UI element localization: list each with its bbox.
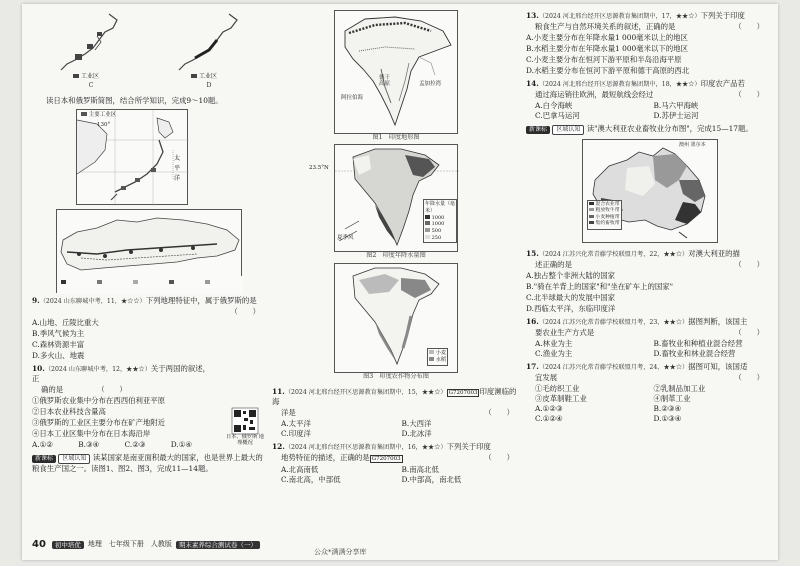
question-10 <box>32 364 212 450</box>
q16-option-a[interactable]: A.林业为主 <box>535 339 573 349</box>
q16-option-d[interactable]: D.畜牧业和林业混合经营 <box>653 349 736 359</box>
q16-paren: （ ） <box>734 328 764 338</box>
q12-num: 12. <box>272 441 285 451</box>
q17-option-c[interactable]: C.①②④ <box>535 413 563 423</box>
q9-paren: （ ） <box>230 307 260 317</box>
q16-stem-a: 据图判断，该国主 <box>688 316 748 326</box>
q11-source: （2024 河北邢台经开区思源教育集团期中，15，★★☆） <box>284 388 447 396</box>
q12-option-a[interactable]: A.北高南低 <box>281 464 319 474</box>
au-new-standard-badge: 新课标 <box>526 126 550 134</box>
q14-stem-b: 通过海运销往欧洲，最短航线会经过 <box>535 90 654 100</box>
q13-stem-a: 下列关于印度 <box>700 11 745 20</box>
q10-statement-3: ③俄罗斯的工业区主要分布在矿产地附近 <box>32 417 166 427</box>
q17-paren: （ ） <box>734 373 764 383</box>
q14-option-b[interactable]: B.马六甲海峡 <box>653 101 699 111</box>
india-rainfall-map <box>309 144 458 252</box>
q12-stem-b: 地势特征的描述，正确的是 <box>281 453 370 463</box>
q11-code: G7207003 <box>448 389 478 396</box>
q15-source: （2024 江苏兴化常青藤学校联盟月考，22，★★☆） <box>538 251 689 258</box>
q14-option-c[interactable]: C.巴拿马运河 <box>535 111 580 121</box>
q10-statement-4: ④日本工业区集中分布在日本海沿岸 <box>32 428 151 438</box>
q10-stem-a: 关于两国的叙述，正 <box>32 363 211 384</box>
question-11 <box>272 387 522 439</box>
q12-option-b[interactable]: B.南高北低 <box>401 464 439 474</box>
fig1-label-deccan: 德干高原 <box>379 75 391 88</box>
australia-agriculture-map <box>582 139 718 243</box>
fig3-caption: 图3 印度农作物分布图 <box>363 372 429 380</box>
map-d-label: D <box>206 82 212 89</box>
q10-source: （2024 山东聊城中考，12，★★☆） <box>44 365 151 373</box>
q12-source: （2024 河北邢台经开区思源教育集团期中，16，★★☆） <box>284 443 447 451</box>
russia-map <box>56 209 242 293</box>
q14-option-d[interactable]: D.苏伊士运河 <box>653 111 699 121</box>
fig2-lat: 23.5°N <box>309 165 329 172</box>
q17-option-a[interactable]: A.①②③ <box>535 404 563 414</box>
q13-option-d[interactable]: D.水稻主要分布在恒河下游平原和德干高原的西北 <box>526 65 690 75</box>
q12-option-c[interactable]: C.南北高，中部低 <box>281 474 341 484</box>
q12-paren: （ ） <box>484 453 514 463</box>
footer-note: 公众*满满分享库 <box>314 548 367 556</box>
page-footer <box>32 538 512 552</box>
japan-map <box>76 109 188 205</box>
q10-statement-2: ②日本农业科技含量高 <box>32 406 106 416</box>
qr-caption: 日本、俄罗斯 地理概况 <box>226 434 264 447</box>
q14-stem-a: 印度农产品若 <box>700 78 745 88</box>
fig2-legend: 年降水量（毫米） 1000 1000 500 250 <box>423 199 457 243</box>
q10-option-c[interactable]: C.②③ <box>124 439 146 449</box>
map-c-label: C <box>88 82 94 89</box>
fig1-caption: 图1 印度地形图 <box>372 134 420 141</box>
q16-option-c[interactable]: C.渔业为主 <box>535 349 573 359</box>
fig3-legend: 小麦 水稻 <box>427 348 448 366</box>
q13-num: 13. <box>526 11 539 20</box>
svg-text:平: 平 <box>174 164 181 172</box>
question-15 <box>526 249 772 314</box>
footer-title: 期末素养综合测试卷（一） <box>176 541 260 550</box>
q15-stem-a: 对澳大利亚的描 <box>688 249 740 258</box>
map-d <box>165 10 253 90</box>
intro-australia-text: 读"澳大利亚农业畜牧业分布图"，完成15—17题。 <box>586 123 753 133</box>
japan-maps-cd <box>32 10 268 94</box>
footer-subject: 地理 七年级下册 人教版 <box>87 540 172 549</box>
svg-text:太: 太 <box>174 154 181 162</box>
column-right <box>526 10 772 424</box>
question-17 <box>526 362 772 424</box>
q12-stem-a: 下列关于印度 <box>446 441 491 451</box>
q11-stem-b: 洋是 <box>281 408 296 418</box>
new-standard-badge: 新课标 <box>32 455 56 463</box>
q13-paren: （ ） <box>734 22 764 32</box>
map-d-legend: 工业区 <box>199 73 218 80</box>
q14-option-a[interactable]: A.白令海峡 <box>535 101 573 111</box>
q16-source: （2024 江苏兴化常青藤学校联盟月考，23，★★☆） <box>538 318 689 326</box>
q17-option-d[interactable]: D.①③④ <box>653 413 682 423</box>
q11-paren: （ ） <box>484 408 514 418</box>
intro-india <box>32 453 268 474</box>
q13-option-b[interactable]: B.水稻主要分布在年降水量1 000毫米以下的地区 <box>526 44 688 54</box>
q15-option-a[interactable]: A.独占整个非洲大陆的国家 <box>526 271 615 281</box>
region-cognition-tag: 区域认知 <box>58 454 90 464</box>
q12-option-d[interactable]: D.中部高，南北低 <box>401 474 462 484</box>
q15-option-b[interactable]: B."骑在羊背上的国家"和"坐在矿车上的国家" <box>526 282 674 292</box>
q17-statement-2: ②乳制品加工业 <box>653 384 706 394</box>
fig2-caption: 图2 印度年降水量图 <box>366 252 426 260</box>
q17-option-b[interactable]: B.②③④ <box>653 404 682 414</box>
q11-num: 11. <box>272 386 285 396</box>
qr-code[interactable] <box>226 408 264 447</box>
q10-statement-1: ①俄罗斯农业集中分布在西西伯利亚平原 <box>32 395 166 405</box>
q13-stem-b: 粮食生产与自然环境关系的叙述，正确的是 <box>535 22 676 32</box>
q10-option-d[interactable]: D.①④ <box>170 439 192 449</box>
q15-stem-b: 述正确的是 <box>535 260 572 270</box>
q13-option-a[interactable]: A.小麦主要分布在年降水量1 000毫米以上的地区 <box>526 33 688 43</box>
fig1-label-bay-of-bengal: 孟加拉湾 <box>419 81 442 87</box>
q14-source: （2024 河北邢台经开区思源教育集团期中，18，★★☆） <box>538 80 701 88</box>
q14-num: 14. <box>526 78 539 88</box>
q14-paren: （ ） <box>734 90 764 100</box>
q17-statement-4: ④制革工业 <box>653 394 691 404</box>
q17-stem-b: 宜发展 <box>535 373 558 383</box>
q9-option-d[interactable]: D.多火山、地震 <box>32 350 85 360</box>
question-12 <box>272 442 522 485</box>
q11-option-b[interactable]: B.大西洋 <box>401 419 432 429</box>
intro-australia <box>526 124 772 135</box>
q13-source: （2024 河北邢台经开区思源教育集团期中，17，★★☆） <box>538 13 701 20</box>
q16-num: 16. <box>526 316 539 326</box>
intro-japan-russia: 读日本和俄罗斯简图，结合所学知识，完成9～10题。 <box>46 96 223 105</box>
q12-code: G7207003 <box>371 456 401 463</box>
q10-option-a[interactable]: A.①② <box>32 439 53 449</box>
svg-text:洋: 洋 <box>174 174 181 182</box>
india-terrain-map <box>334 10 458 134</box>
brand-tag: 初中培优 <box>52 541 84 550</box>
fig1-label-arabian-sea: 阿拉伯海 <box>341 95 364 101</box>
column-middle <box>272 10 522 484</box>
q15-option-c[interactable]: C.北半球最大的发展中国家 <box>526 293 616 303</box>
japan-map-legend: 主要工业区 <box>81 112 116 119</box>
page-number: 40 <box>32 539 46 551</box>
q15-paren: （ ） <box>734 260 764 270</box>
q17-statement-1: ①毛纺织工业 <box>535 384 580 394</box>
q10-option-b[interactable]: B.③④ <box>78 439 100 449</box>
japan-map-lon: 130° <box>97 121 111 128</box>
q11-option-c[interactable]: C.印度洋 <box>281 429 311 439</box>
map-c <box>47 10 135 90</box>
q10-stem-b: 确的是 <box>41 385 64 395</box>
question-14 <box>526 79 772 121</box>
q9-option-c[interactable]: C.森林资源丰富 <box>32 339 85 349</box>
q10-paren: （ ） <box>97 385 127 395</box>
exam-page <box>22 4 778 560</box>
au-map-legend: 混合农业带 粗放牧牛带 小麦种植带 集约畜牧带 <box>587 200 622 230</box>
map-c-legend: 工业区 <box>81 73 100 80</box>
india-crop-map <box>334 263 458 373</box>
q13-option-c[interactable]: C.小麦主要分布在恒河下游平原和半岛沿海平原 <box>526 55 682 65</box>
q11-stem-a: 印度濒临的海 <box>272 386 517 407</box>
intro-india-text: 读某国家是南亚面积最大的国家，也是世界上最大的粮食生产国之一。读图1、图2、图3，完成11—14题。 <box>32 452 263 473</box>
q16-option-b[interactable]: B.畜牧业和种植业混合经营 <box>653 339 743 349</box>
q16-stem-b: 要农业生产方式是 <box>535 328 595 338</box>
q15-num: 15. <box>526 249 539 258</box>
q11-option-d[interactable]: D.北冰洋 <box>401 429 432 439</box>
question-9 <box>32 296 268 361</box>
q9-num: 9. <box>32 295 40 305</box>
q15-option-d[interactable]: D.西临太平洋，东临印度洋 <box>526 303 616 313</box>
q9-source: （2024 山东聊城中考，11，★☆☆） <box>39 297 146 305</box>
fig2-label-monsoon: 夏季风 <box>337 235 354 242</box>
au-region-cognition-tag: 区域认知 <box>552 125 584 135</box>
q9-option-a[interactable]: A.山地、丘陵比重大 <box>32 318 99 328</box>
q17-num: 17. <box>526 361 539 371</box>
q17-statement-3: ③皮革制鞋工业 <box>535 394 587 404</box>
q17-stem-a: 据图可知，该国适 <box>688 361 748 371</box>
column-left <box>32 10 268 474</box>
q11-option-a[interactable]: A.太平洋 <box>281 419 311 429</box>
q9-stem: 下列地理特征中，属于俄罗斯的是 <box>145 295 257 305</box>
au-map-label: 澳州 墨尔本 <box>679 142 706 148</box>
question-13 <box>526 11 772 76</box>
question-16 <box>526 317 772 359</box>
q10-num: 10. <box>32 363 45 373</box>
q17-source: （2024 江苏兴化常青藤学校联盟月考，24，★★☆） <box>538 363 689 371</box>
q9-option-b[interactable]: B.季风气候为主 <box>32 329 85 339</box>
